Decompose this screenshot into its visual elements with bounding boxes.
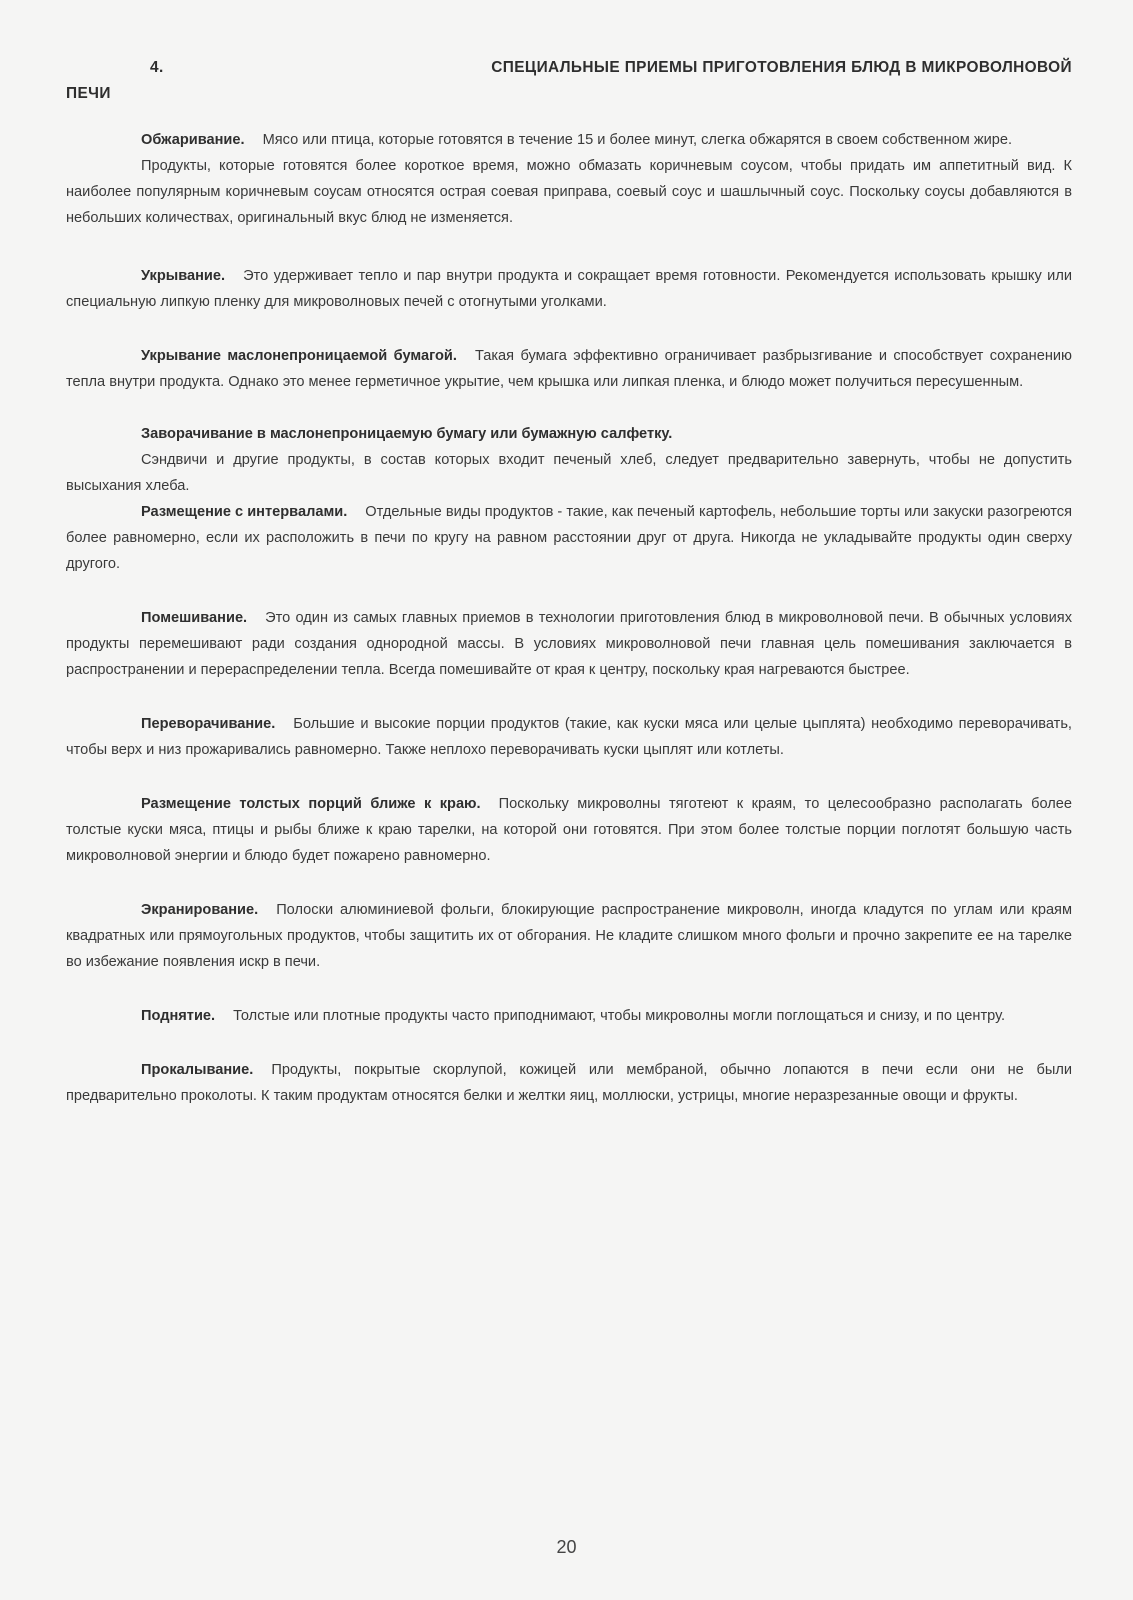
term-title: Переворачивание. [141, 716, 276, 732]
page-content [66, 55, 1072, 1136]
paragraph [66, 1057, 1072, 1109]
section-greaseproof [66, 343, 1072, 395]
paragraph [66, 127, 1072, 153]
paragraph [66, 343, 1072, 395]
paragraph [66, 499, 1072, 577]
section-title: СПЕЦИАЛЬНЫЕ ПРИЕМЫ ПРИГОТОВЛЕНИЯ БЛЮД В МИКРОВОЛНОВОЙ [491, 59, 1072, 76]
paragraph [66, 791, 1072, 869]
section-number: 4. [150, 59, 164, 76]
term-text: Мясо или птица, которые готовятся в течение 15 и более минут, слегка обжарятся в своем собственном жире. [262, 132, 1013, 148]
term-title: Экранирование. [141, 902, 259, 918]
page-number: 20 [556, 1537, 577, 1557]
paragraph [66, 897, 1072, 975]
section-shielding [66, 897, 1072, 975]
paragraph [66, 263, 1072, 315]
section-turning [66, 711, 1072, 763]
section-spacing [66, 499, 1072, 577]
term-text: Продукты, покрытые скорлупой, кожицей или мембраной, обычно лопаются в печи если они не были предварительно проколоты. К таким продуктам относятся белки и желтки яиц, моллюски, устрицы, многие неразрезанные овощи и фрукты. [66, 1062, 1072, 1104]
paragraph [66, 1003, 1072, 1029]
section-covering [66, 263, 1072, 315]
term-title: Укрывание маслонепроницаемой бумагой. [141, 348, 457, 364]
paragraph: Продукты, которые готовятся более короткое время, можно обмазать коричневым соусом, чтобы придать им аппетитный вид. К наиболее популярным коричневым соусам относятся острая соевая приправа, соевый соус и шашлычный соус. Поскольку соусы добавляются в небольших количествах, оригинальный вкус блюд не изменяется. [66, 158, 1072, 226]
term-title: Помешивание. [141, 610, 248, 626]
term-title: Обжаривание. [141, 132, 245, 148]
term-text: Отдельные виды продуктов - такие, как печеный картофель, небольшие торты или закуски разогреются более равномерно, если их расположить в печи по кругу на равном расстоянии друг от друга. Никогда не укладывайте продукты один сверху другого. [66, 504, 1072, 572]
term-text: Полоски алюминиевой фольги, блокирующие распространение микроволн, иногда кладутся по углам или краям квадратных или прямоугольных продуктов, чтобы защитить их от обгорания. Не кладите слишком много фольги и прочно закрепите ее на тарелке во избежание появления искр в печи. [66, 902, 1072, 970]
term-title: Размещение толстых порций ближе к краю. [141, 796, 481, 812]
term-text: Такая бумага эффективно ограничивает разбрызгивание и способствует сохранению тепла внутри продукта. Однако это менее герметичное укрытие, чем крышка или липкая пленка, и блюдо может получиться пересушенным. [66, 348, 1072, 390]
term-text: Толстые или плотные продукты часто приподнимают, чтобы микроволны могли поглощаться и снизу, и по центру. [233, 1008, 1005, 1024]
paragraph [66, 711, 1072, 763]
term-text: Это один из самых главных приемов в технологии приготовления блюд в микроволновой печи. В обычных условиях продукты перемешивают ради создания однородной массы. В условиях микроволновой печи главная цель помешивания заключается в распространении и перераспределении тепла. Всегда помешивайте от края к центру, поскольку края нагреваются быстрее. [66, 610, 1072, 678]
term-title: Прокалывание. [141, 1062, 254, 1078]
term-title: Укрывание. [141, 268, 226, 284]
term-text: Это удерживает тепло и пар внутри продукта и сокращает время готовности. Рекомендуется использовать крышку или специальную липкую пленку для микроволновых печей с отогнутыми уголками. [66, 268, 1072, 310]
section-stirring [66, 605, 1072, 683]
term-text: Большие и высокие порции продуктов (такие, как куски мяса или целые цыплята) необходимо переворачивать, чтобы верх и низ прожаривались равномерно. Также неплохо переворачивать куски цыплят или котлеты. [66, 716, 1072, 758]
section-thick-edge [66, 791, 1072, 869]
section-wrapping [66, 421, 1072, 499]
term-text: Поскольку микроволны тяготеют к краям, то целесообразно располагать более толстые куски мяса, птицы и рыбы ближе к краю тарелки, на которой они готовятся. При этом более толстые порции поглотят большую часть микроволновой энергии и блюдо будет пожарено равномерно. [66, 796, 1072, 864]
term-title: Поднятие. [141, 1008, 216, 1024]
section-piercing [66, 1057, 1072, 1109]
paragraph: Сэндвичи и другие продукты, в состав которых входит печеный хлеб, следует предварительно завернуть, чтобы не допустить высыхания хлеба. [66, 452, 1072, 494]
section-title-continuation: ПЕЧИ [66, 85, 111, 102]
term-title: Размещение с интервалами. [141, 504, 348, 520]
paragraph [66, 605, 1072, 683]
term-title: Заворачивание в маслонепроницаемую бумагу или бумажную салфетку. [141, 426, 673, 442]
section-heading [66, 55, 1072, 81]
section-elevating [66, 1003, 1072, 1029]
section-frying [66, 127, 1072, 231]
